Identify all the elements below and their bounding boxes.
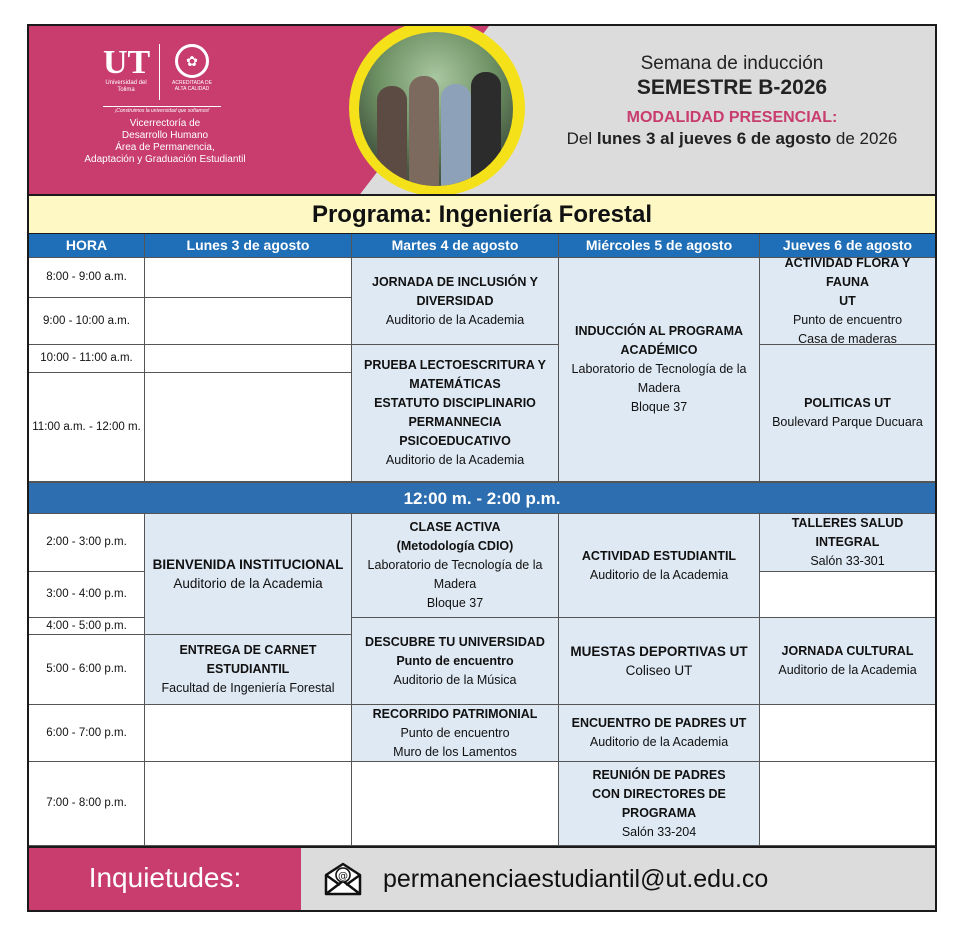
event-location: Madera [433,577,477,591]
header-banner [29,26,935,194]
event-talleres-salud [760,514,935,572]
event-descubre-universidad [352,618,559,705]
event-title: BIENVENIDA INSTITUCIONAL [152,557,344,572]
event-title: ESTATUTO DISCIPLINARIO [374,396,536,410]
empty-cell [145,373,352,482]
event-title: PSICOEDUCATIVO [399,434,511,448]
svg-text:@: @ [338,871,348,882]
event-title: ACADÉMICO [620,343,698,357]
col-header-martes: Martes 4 de agosto [352,234,559,258]
vice-line-2: Desarrollo Humano [121,130,209,141]
empty-cell [145,705,352,762]
inquietudes-label: Inquietudes: [29,848,301,912]
event-location: Laboratorio de Tecnología de la [571,362,747,376]
event-reunion-padres [559,762,760,846]
event-muestras-deportivas [559,618,760,705]
time-slot: 11:00 a.m. - 12:00 m. [29,373,145,482]
event-title: (Metodología CDIO) [396,539,514,553]
event-location: Casa de maderas [798,331,897,346]
ut-logo [103,46,149,102]
fechas-bold: lunes 3 al jueves 6 de agosto [596,129,832,148]
event-title: DESCUBRE TU UNIVERSIDAD [365,634,545,649]
semana-title: Semana de inducción [640,53,824,74]
empty-cell [145,345,352,373]
empty-cell [145,298,352,345]
tagline: ¡Construimos la universidad que soñamos! [103,106,221,114]
event-encuentro-padres [559,705,760,762]
logo-divider [159,44,160,100]
event-induccion-programa [559,258,760,482]
event-clase-activa [352,514,559,618]
col-header-hora: HORA [29,234,145,258]
vice-line-1: Vicerrectoría de [129,118,201,129]
event-politicas-ut [760,345,935,482]
event-title: PRUEBA LECTOESCRITURA Y [364,358,546,372]
semestre-title: SEMESTRE B-2026 [636,76,828,99]
event-title: TALLERES SALUD INTEGRAL [791,516,904,549]
event-location: Facultad de Ingeniería Forestal [161,681,335,695]
empty-cell [145,258,352,298]
event-location: Auditorio de la Música [393,672,517,687]
empty-cell [760,762,935,846]
event-recorrido-patrimonial [352,705,559,762]
event-location: Salón 33-204 [621,824,697,839]
footer [29,846,935,910]
fechas-pre: Del [566,129,597,148]
event-actividad-estudiantil [559,514,760,618]
time-slot: 9:00 - 10:00 a.m. [29,298,145,345]
time-slot: 4:00 - 5:00 p.m. [29,618,145,635]
event-title: ACTIVIDAD ESTUDIANTIL [581,548,737,563]
event-title: ENTREGA DE CARNET [179,643,317,657]
event-title: MATEMÁTICAS [409,377,501,391]
event-title: CON DIRECTORES DE [592,786,726,801]
acreditada-text: ACREDITADA DE ALTA CALIDAD [172,80,212,92]
acreditada-logo [167,44,217,104]
event-title: REUNIÓN DE PADRES [592,767,726,782]
event-prueba-lectoescritura [352,345,559,482]
event-location: Punto de encuentro [792,312,903,327]
fechas-post: de 2026 [831,129,898,148]
fechas-text [529,128,935,150]
empty-cell [760,705,935,762]
students-photo [359,32,513,186]
time-slot: 7:00 - 8:00 p.m. [29,762,145,846]
empty-cell [352,762,559,846]
event-title: ENCUENTRO DE PADRES UT [571,716,747,730]
event-title: JORNADA DE INCLUSIÓN Y [372,274,538,289]
contact-email-link[interactable]: permanenciaestudiantil@ut.edu.co [383,865,769,893]
event-title: UT [839,293,856,308]
event-location: Auditorio de la Academia [589,567,729,582]
induction-info [529,52,935,150]
event-title: PERMANNECIA [408,415,502,429]
time-slot: 8:00 - 9:00 a.m. [29,258,145,298]
event-jornada-cultural [760,618,935,705]
time-slot: 10:00 - 11:00 a.m. [29,345,145,373]
vice-line-3: Área de Permanencia, [115,142,215,153]
ut-logo-subtitle: Universidad del Tolima [105,80,147,93]
event-title: POLITICAS UT [804,396,891,410]
lunch-break-band: 12:00 m. - 2:00 p.m. [29,482,935,514]
event-title: RECORRIDO PATRIMONIAL [372,706,538,721]
schedule-poster [27,24,937,912]
event-location: Bloque 37 [630,400,688,414]
event-title: CLASE ACTIVA [409,520,501,534]
event-title: ESTUDIANTIL [206,662,290,676]
event-location: Bloque 37 [426,596,484,610]
event-title: PROGRAMA [621,805,697,820]
event-title: INDUCCIÓN AL PROGRAMA [574,324,744,338]
empty-cell [145,762,352,846]
event-location: Madera [637,381,681,395]
event-location: Coliseo UT [625,663,693,678]
event-location: Auditorio de la Academia [589,735,729,749]
event-title: ACTIVIDAD FLORA Y FAUNA [784,255,911,289]
event-location: Auditorio de la Academia [778,663,917,677]
event-location: Auditorio de la Academia [173,576,323,591]
col-header-miercoles: Miércoles 5 de agosto [559,234,760,258]
vice-line-4: Adaptación y Graduación Estudiantil [84,154,246,165]
event-title: JORNADA CULTURAL [781,644,914,658]
col-header-lunes: Lunes 3 de agosto [145,234,352,258]
program-title: Programa: Ingeniería Forestal [29,194,935,234]
vicerrectoria-text [65,118,265,166]
event-location: Salón 33-301 [810,554,885,568]
event-title: DIVERSIDAD [416,293,494,308]
event-flora-fauna [760,255,935,346]
modalidad-text: MODALIDAD PRESENCIAL: [626,109,838,126]
event-subtitle: Punto de encuentro [396,653,514,668]
event-entrega-carnet [145,635,352,705]
time-slot: 2:00 - 3:00 p.m. [29,514,145,572]
event-title: MUESTAS DEPORTIVAS UT [570,644,748,659]
event-location: Muro de los Lamentos [393,744,517,759]
col-header-jueves: Jueves 6 de agosto [760,234,935,258]
event-location: Boulevard Parque Ducuara [772,415,923,429]
event-location: Laboratorio de Tecnología de la [367,558,543,572]
acreditada-seal-icon: ✿ [175,44,209,78]
time-slot: 3:00 - 4:00 p.m. [29,572,145,618]
time-slot: 6:00 - 7:00 p.m. [29,705,145,762]
event-location: Punto de encuentro [400,725,510,740]
event-jornada-inclusion [352,258,559,345]
time-slot: 5:00 - 6:00 p.m. [29,635,145,705]
event-bienvenida-institucional [145,514,352,635]
ut-logo-mark: UT [103,44,151,81]
envelope-at-icon [323,862,363,896]
event-location: Auditorio de la Academia [385,312,525,327]
event-location: Auditorio de la Academia [385,453,525,467]
empty-cell [760,572,935,618]
